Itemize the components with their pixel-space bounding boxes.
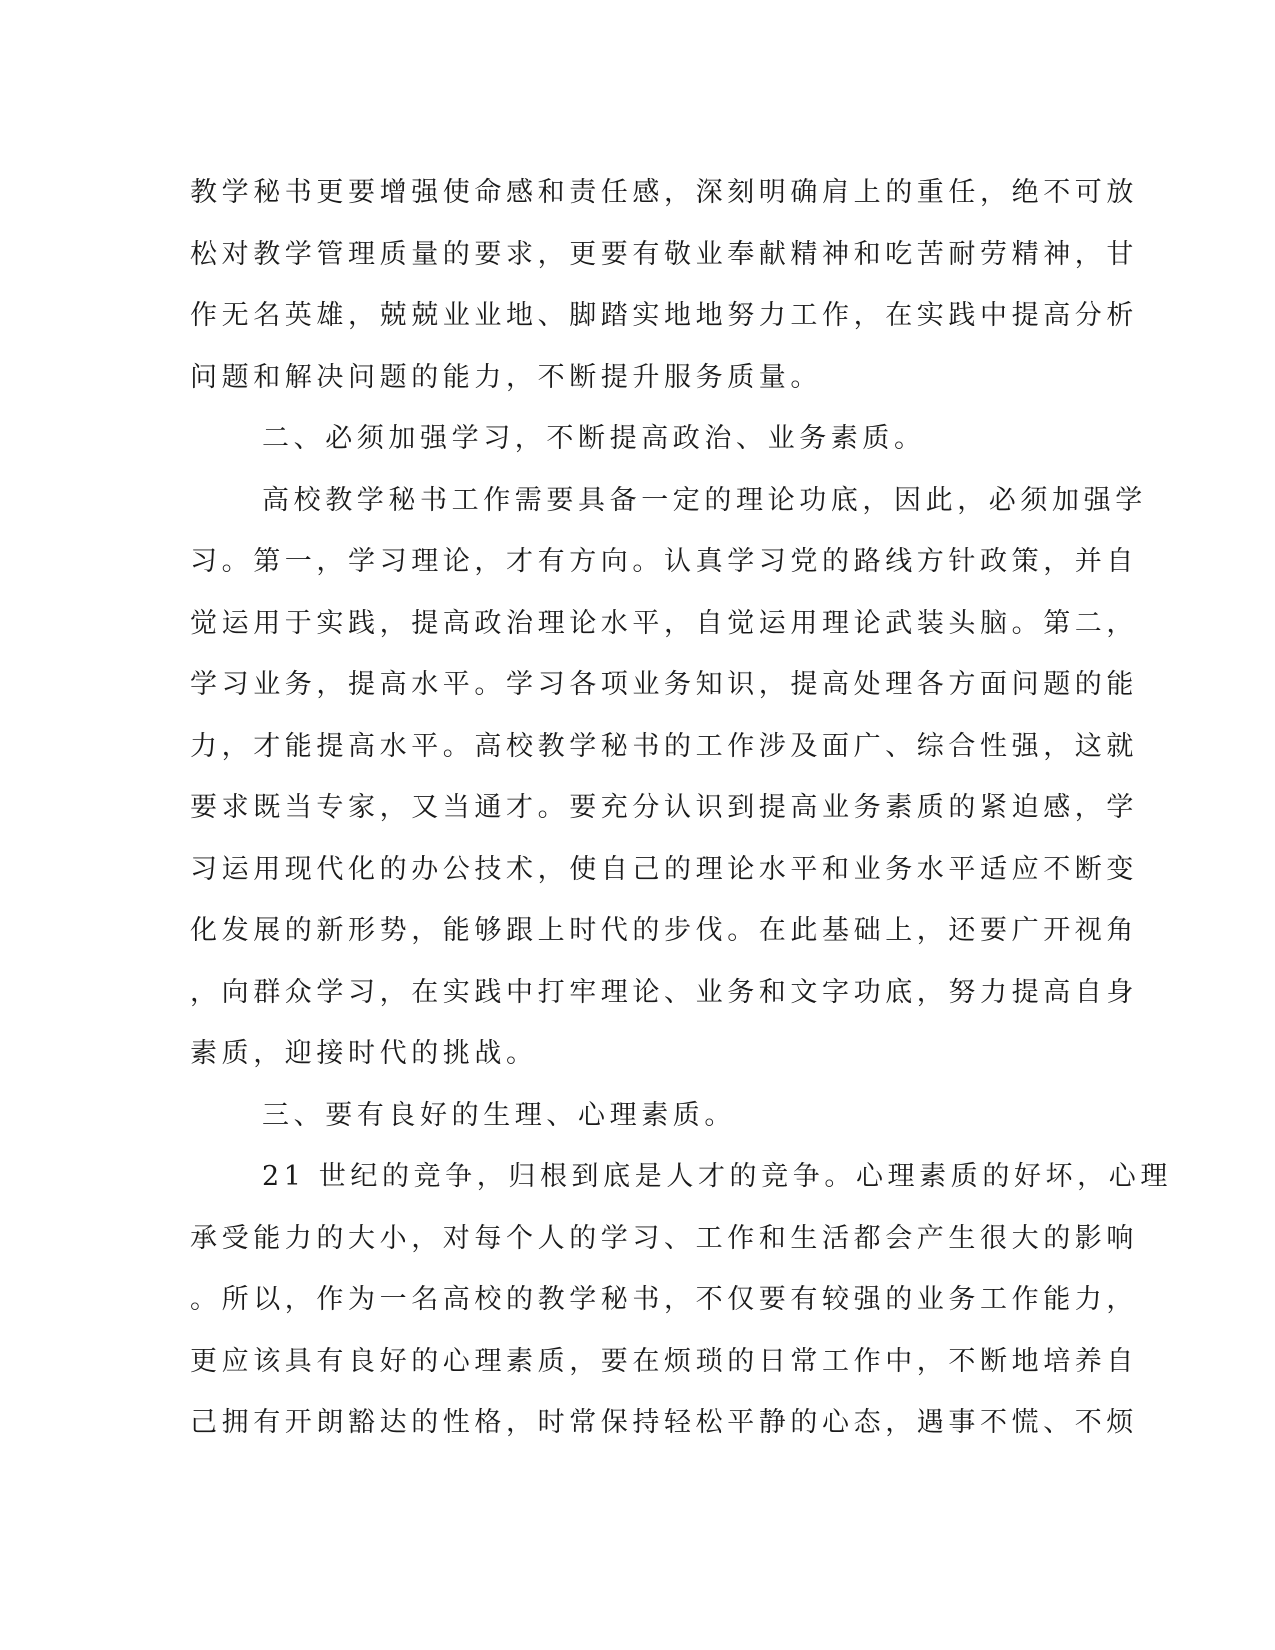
text-line: 化发展的新形势，能够跟上时代的步伐。在此基础上，还要广开视角: [190, 915, 1138, 946]
text-line: 教学秘书更要增强使命感和责任感，深刻明确肩上的重任，绝不可放: [190, 177, 1138, 208]
text-line: 。所以，作为一名高校的教学秘书，不仅要有较强的业务工作能力，: [190, 1284, 1138, 1315]
text-line: 学习业务，提高水平。学习各项业务知识，提高处理各方面问题的能: [190, 669, 1138, 700]
text-line: 习运用现代化的办公技术，使自己的理论水平和业务水平适应不断变: [190, 853, 1138, 885]
text-line: 觉运用于实践，提高政治理论水平，自觉运用理论武装头脑。第二，: [190, 607, 1138, 639]
body-text: [190, 162, 1172, 1454]
text-line: 高校教学秘书工作需要具备一定的理论功底，因此，必须加强学: [262, 484, 1147, 516]
text-line: 作无名英雄，兢兢业业地、脚踏实地地努力工作，在实践中提高分析: [190, 300, 1138, 331]
text-line: 力，才能提高水平。高校教学秘书的工作涉及面广、综合性强，这就: [190, 730, 1138, 762]
text-line: 21 世纪的竞争，归根到底是人才的竞争。心理素质的好坏，心理: [262, 1161, 1172, 1192]
text-line: ，向群众学习，在实践中打牢理论、业务和文字功底，努力提高自身: [190, 976, 1138, 1008]
section-heading-2: 二、必须加强学习，不断提高政治、业务素质。: [262, 423, 926, 454]
text-line: 承受能力的大小，对每个人的学习、工作和生活都会产生很大的影响: [190, 1222, 1138, 1254]
text-line: 己拥有开朗豁达的性格，时常保持轻松平静的心态，遇事不慌、不烦: [190, 1407, 1138, 1438]
text-line: 更应该具有良好的心理素质，要在烦琐的日常工作中，不断地培养自: [190, 1345, 1138, 1377]
text-line: 问题和解决问题的能力，不断提升服务质量。: [190, 361, 822, 393]
text-line: 松对教学管理质量的要求，更要有敬业奉献精神和吃苦耐劳精神，甘: [190, 238, 1138, 270]
text-line: 习。第一，学习理论，才有方向。认真学习党的路线方针政策，并自: [190, 546, 1138, 577]
text-line: 要求既当专家，又当通才。要充分认识到提高业务素质的紧迫感，学: [190, 792, 1138, 823]
section-heading-3: 三、要有良好的生理、心理素质。: [262, 1099, 736, 1131]
text-line: 素质，迎接时代的挑战。: [190, 1038, 538, 1069]
